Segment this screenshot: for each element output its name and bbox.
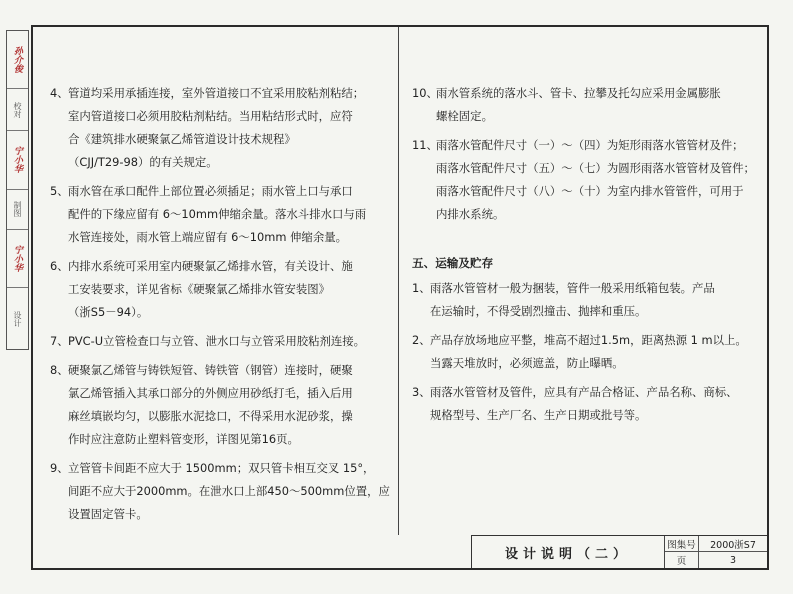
item-text-line: 麻丝填嵌均匀，以膨胀水泥捻口，不得采用水泥砂浆，操: [68, 409, 353, 423]
sheet-title: 设计说明（二）: [472, 536, 665, 568]
item-text-line: 在运输时，不得受剧烈撞击、抛摔和重压。: [430, 304, 647, 318]
section-heading: 五、运输及贮存: [412, 256, 494, 270]
item-text-line: 硬聚氯乙烯管与铸铁短管、铸铁管（钢管）连接时，硬聚: [68, 363, 353, 377]
item-text-line: 规格型号、生产厂名、生产日期或批号等。: [430, 408, 647, 422]
numbered-item: [412, 329, 762, 375]
numbered-item: [50, 180, 390, 249]
item-number: 5、: [50, 184, 69, 198]
item-number: 8、: [50, 363, 69, 377]
item-text-line: 当露天堆放时，必须遮盖，防止曝晒。: [430, 356, 624, 370]
item-text-line: 立管管卡间距不应大于 1500mm；双只管卡相互交叉 15°，: [68, 461, 375, 475]
approval-strip: [6, 30, 29, 350]
item-number: 11、: [412, 138, 438, 152]
item-number: 9、: [50, 461, 69, 475]
item-number: 7、: [50, 334, 69, 348]
item-text-line: 室内管道接口必须用胶粘剂粘结。当用粘结形式时，应符: [68, 109, 353, 123]
item-text-line: 螺栓固定。: [436, 109, 493, 123]
atlas-number-label: 图集号: [665, 536, 699, 552]
numbered-item: [50, 330, 390, 353]
signature-cell: 宁小华: [7, 230, 28, 288]
numbered-item: [412, 134, 762, 226]
item-text-line: 水管连接处，雨水管上端应留有 6～10mm 伸缩余量。: [68, 230, 347, 244]
item-number: 4、: [50, 86, 69, 100]
right-column: [412, 82, 762, 433]
item-text-line: （CJJ/T29-98）的有关规定。: [68, 155, 218, 169]
item-text-line: 雨水管系统的落水斗、管卡、拉攀及托勾应采用金属膨胀: [436, 86, 721, 100]
item-text-line: 雨水管在承口配件上部位置必须插足；雨水管上口与承口: [68, 184, 353, 198]
item-text-line: 雨落水管配件尺寸（八）～（十）为室内排水管管件，可用于: [436, 184, 744, 198]
item-text-line: 雨落水管管材一般为捆装，管件一般采用纸箱包装。产品: [430, 281, 715, 295]
numbered-item: [50, 359, 390, 451]
item-number: 3、: [412, 385, 431, 399]
numbered-item: [412, 82, 762, 128]
item-text-line: 氯乙烯管插入其承口部分的外侧应用砂纸打毛，插入后用: [68, 386, 353, 400]
item-text-line: 作时应注意防止塑料管变形，详图见第16页。: [68, 432, 299, 446]
item-text-line: 内排水系统可采用室内硬聚氯乙烯排水管，有关设计、施: [68, 259, 353, 273]
column-divider: [398, 27, 399, 535]
item-text-line: 雨落水管管材及管件，应具有产品合格证、产品名称、商标、: [430, 385, 738, 399]
item-number: 10、: [412, 86, 438, 100]
item-number: 1、: [412, 281, 431, 295]
item-text-line: 配件的下缘应留有 6～10mm伸缩余量。落水斗排水口与雨: [68, 207, 367, 221]
item-text-line: 管道均采用承插连接，室外管道接口不宜采用胶粘剂粘结；: [68, 86, 365, 100]
title-block: [471, 535, 767, 568]
role-cell: 设计: [13, 310, 22, 327]
item-text-line: 内排水系统。: [436, 207, 505, 221]
role-cell: 制图: [7, 190, 28, 230]
signature-cell: 宁小华: [7, 131, 28, 189]
atlas-number-value: 2000浙S7: [699, 536, 767, 552]
page-label: 页: [665, 552, 699, 568]
numbered-item: [50, 457, 390, 526]
numbered-item: [50, 82, 390, 174]
item-text-line: 工安装要求，详见省标《硬聚氯乙烯排水管安装图》: [68, 282, 330, 296]
item-text-line: 间距不应大于2000mm。在泄水口上部450～500mm位置，应: [68, 484, 390, 498]
numbered-item: [412, 277, 762, 323]
item-text-line: 雨落水管配件尺寸（一）～（四）为矩形雨落水管管材及件；: [436, 138, 744, 152]
item-text-line: 产品存放场地应平整，堆高不超过1.5m，距离热源 1 m以上。: [430, 333, 747, 347]
role-cell: 校对: [7, 89, 28, 131]
item-text-line: 设置固定管卡。: [68, 507, 148, 521]
item-number: 2、: [412, 333, 431, 347]
page-number: 3: [729, 554, 737, 566]
signature-cell: 孙介俊: [7, 31, 28, 89]
item-text-line: 雨落水管配件尺寸（五）～（七）为圆形雨落水管管材及管件；: [436, 161, 755, 175]
item-text-line: （浙S5－94）。: [68, 305, 149, 319]
left-column: [50, 82, 390, 532]
numbered-item: [412, 381, 762, 427]
item-text-line: PVC-U立管检查口与立管、泄水口与立管采用胶粘剂连接。: [68, 334, 366, 348]
item-number: 6、: [50, 259, 69, 273]
numbered-item: [50, 255, 390, 324]
item-text-line: 合《建筑排水硬聚氯乙烯管道设计技术规程》: [68, 132, 296, 146]
title-block-grid: [665, 536, 767, 568]
